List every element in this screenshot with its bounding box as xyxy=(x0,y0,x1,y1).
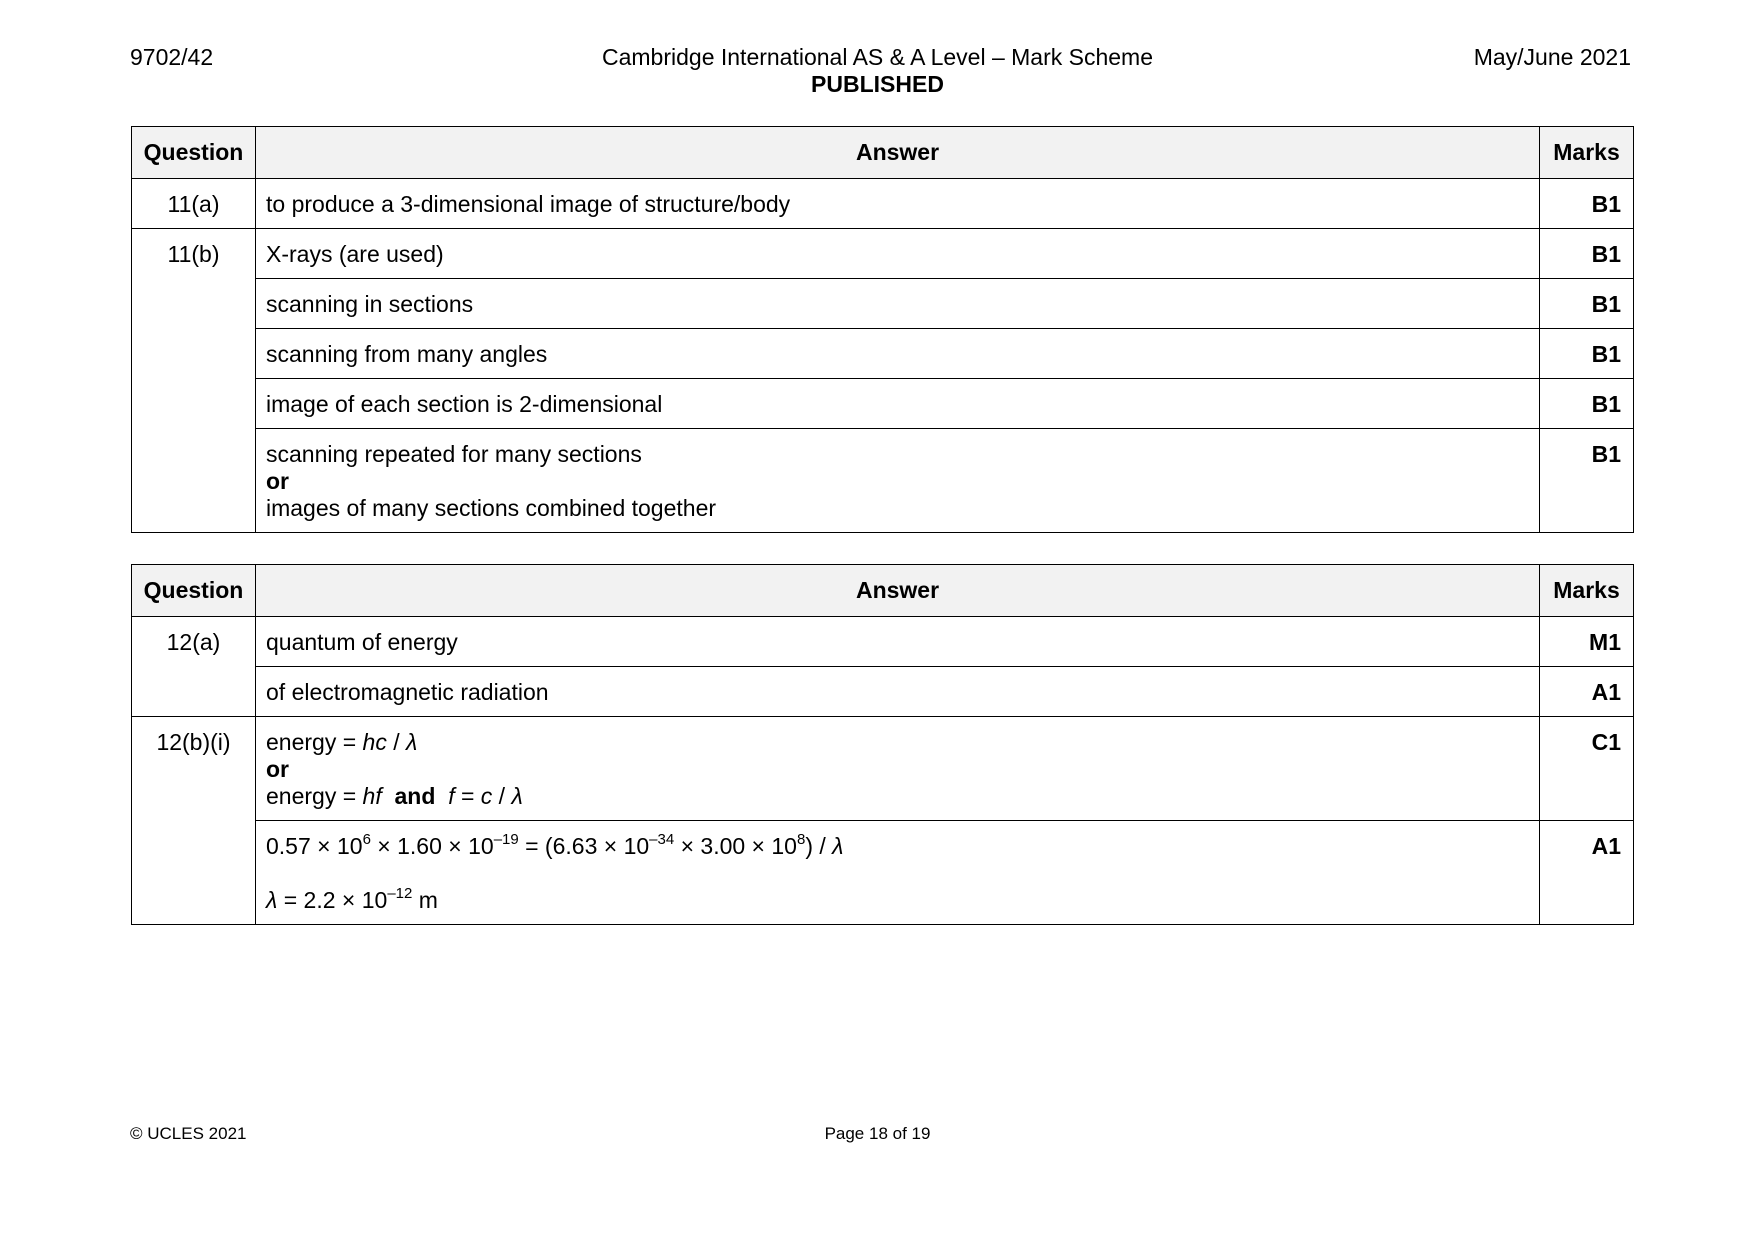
table-header-row xyxy=(132,127,1634,179)
table-row xyxy=(132,821,1634,925)
and-connector: and xyxy=(394,783,436,809)
answer-line: images of many sections combined together xyxy=(266,495,717,521)
answer-cell: scanning in sections xyxy=(256,279,1540,329)
table-row xyxy=(132,617,1634,667)
answer-cell xyxy=(256,717,1540,821)
published-label: PUBLISHED xyxy=(811,71,944,97)
equation-text: = xyxy=(454,783,481,809)
marks-column-header: Marks xyxy=(1540,565,1634,617)
answer-cell: quantum of energy xyxy=(256,617,1540,667)
table-row xyxy=(132,279,1634,329)
question-number: 11(b) xyxy=(132,229,256,533)
mark-cell: B1 xyxy=(1540,329,1634,379)
table-row xyxy=(132,379,1634,429)
table-header-row xyxy=(132,565,1634,617)
answer-cell: image of each section is 2-dimensional xyxy=(256,379,1540,429)
equation-text: = 2.2 × 10 xyxy=(277,887,388,913)
variable: c xyxy=(480,783,493,809)
answer-cell: X-rays (are used) xyxy=(256,229,1540,279)
equation-line xyxy=(266,783,1529,810)
mark-cell: M1 xyxy=(1540,617,1634,667)
document-title: Cambridge International AS & A Level – Mark Scheme xyxy=(601,44,1154,70)
unit: m xyxy=(412,887,438,913)
equation-line xyxy=(266,729,1529,756)
lambda-symbol: λ xyxy=(832,833,844,859)
exam-session: May/June 2021 xyxy=(1473,44,1631,70)
table-row xyxy=(132,667,1634,717)
question-column-header: Question xyxy=(132,127,256,179)
table-row xyxy=(132,179,1634,229)
exponent: –34 xyxy=(649,831,675,849)
table-row xyxy=(132,717,1634,821)
equation-text: × 3.00 × 10 xyxy=(674,833,797,859)
answer-cell: scanning from many angles xyxy=(256,329,1540,379)
equation-text: / xyxy=(386,729,407,755)
exponent: 6 xyxy=(362,831,371,849)
exponent: –19 xyxy=(493,831,519,849)
mark-scheme-table-11 xyxy=(131,126,1634,533)
mark-cell: A1 xyxy=(1540,821,1634,925)
lambda-symbol: λ xyxy=(511,783,523,809)
equation-text: ) / xyxy=(805,833,833,859)
question-column-header: Question xyxy=(132,565,256,617)
question-number: 12(b)(i) xyxy=(132,717,256,925)
mark-cell: A1 xyxy=(1540,667,1634,717)
result-line xyxy=(266,887,1529,914)
variable: f xyxy=(448,783,455,809)
equation-text: = (6.63 × 10 xyxy=(518,833,650,859)
equation-text: energy = xyxy=(266,783,363,809)
mark-cell: B1 xyxy=(1540,379,1634,429)
equation-text: energy = xyxy=(266,729,363,755)
answer-column-header: Answer xyxy=(256,565,1540,617)
variable: hc xyxy=(362,729,387,755)
answer-cell: of electromagnetic radiation xyxy=(256,667,1540,717)
mark-cell: B1 xyxy=(1540,229,1634,279)
answer-cell xyxy=(256,821,1540,925)
spacer xyxy=(266,860,1529,887)
equation-line xyxy=(266,833,1529,860)
question-number: 11(a) xyxy=(132,179,256,229)
answer-column-header: Answer xyxy=(256,127,1540,179)
question-number: 12(a) xyxy=(132,617,256,717)
answer-line: scanning repeated for many sections xyxy=(266,441,642,467)
variable: hf xyxy=(362,783,382,809)
paper-code: 9702/42 xyxy=(130,44,214,70)
answer-cell: to produce a 3-dimensional image of structure/body xyxy=(256,179,1540,229)
mark-cell: B1 xyxy=(1540,179,1634,229)
mark-cell: C1 xyxy=(1540,717,1634,821)
marks-column-header: Marks xyxy=(1540,127,1634,179)
answer-cell xyxy=(256,429,1540,533)
lambda-symbol: λ xyxy=(266,887,278,913)
exponent: –12 xyxy=(387,885,413,903)
or-connector: or xyxy=(266,468,289,494)
copyright-notice: © UCLES 2021 xyxy=(130,1124,247,1143)
exponent: 8 xyxy=(796,831,806,849)
or-connector: or xyxy=(266,756,289,782)
table-row xyxy=(132,429,1634,533)
equation-text: 0.57 × 10 xyxy=(266,833,363,859)
mark-scheme-table-12 xyxy=(131,564,1634,925)
mark-cell: B1 xyxy=(1540,429,1634,533)
lambda-symbol: λ xyxy=(406,729,418,755)
table-row xyxy=(132,329,1634,379)
page-number: Page 18 of 19 xyxy=(824,1124,931,1143)
table-row xyxy=(132,229,1634,279)
equation-text: × 1.60 × 10 xyxy=(370,833,494,859)
mark-cell: B1 xyxy=(1540,279,1634,329)
equation-text: / xyxy=(492,783,512,809)
